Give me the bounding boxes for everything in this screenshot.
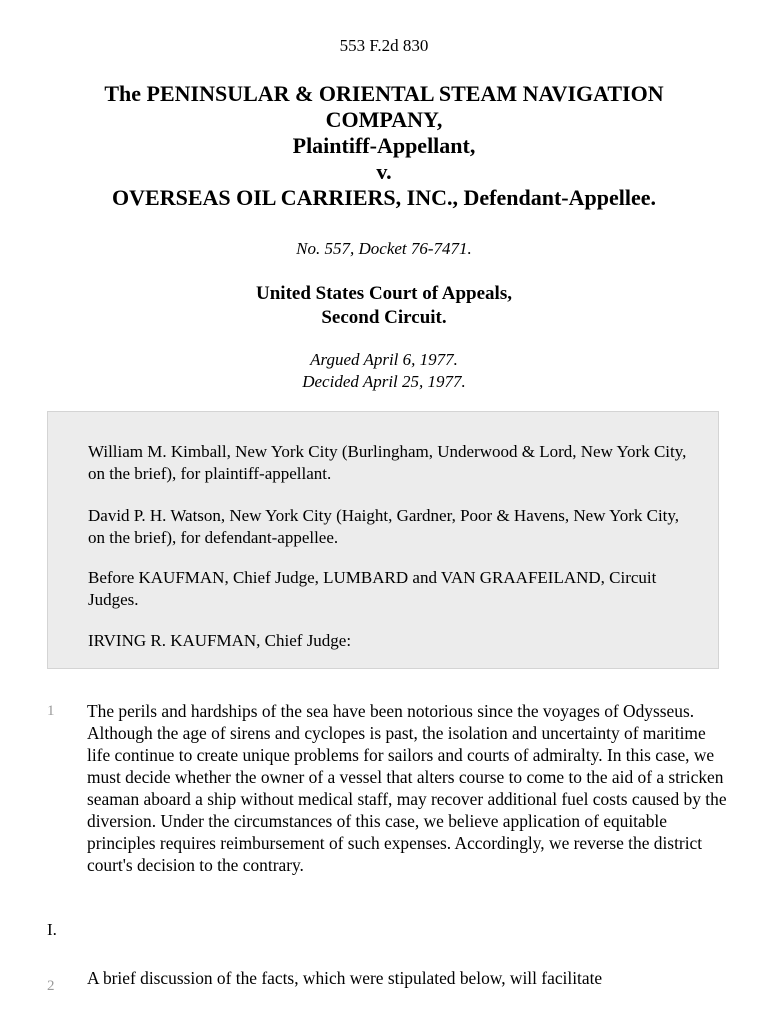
case-citation: 553 F.2d 830 xyxy=(339,36,429,55)
caption-plaintiff-role: Plaintiff-Appellant, xyxy=(292,133,476,158)
opinion-author: IRVING R. KAUFMAN, Chief Judge: xyxy=(88,631,352,650)
caption-plaintiff-name-cont: COMPANY, xyxy=(325,107,443,132)
counsel-defendant: David P. H. Watson, New York City (Haight, Gardner, Poor & Havens, New York City, on the brief), for defendant-appellee. xyxy=(88,506,680,547)
decided-date: Decided April 25, 1977. xyxy=(302,372,466,391)
case-caption xyxy=(40,81,728,211)
caption-plaintiff-name: The PENINSULAR & ORIENTAL STEAM NAVIGATION xyxy=(104,81,664,106)
section-heading: I. xyxy=(47,920,57,939)
argued-date: Argued April 6, 1977. xyxy=(310,350,458,369)
court-name-line1: United States Court of Appeals, xyxy=(256,283,512,304)
court-name xyxy=(0,282,768,330)
judges-panel: Before KAUFMAN, Chief Judge, LUMBARD and VAN GRAAFEILAND, Circuit Judges. xyxy=(88,568,657,609)
case-dates xyxy=(0,349,768,393)
paragraph-text: A brief discussion of the facts, which were stipulated below, will facilitate xyxy=(87,968,603,988)
paragraph-number: 1 xyxy=(47,703,55,719)
counsel-box xyxy=(47,411,719,669)
caption-versus: v. xyxy=(376,159,392,184)
docket-number: No. 557, Docket 76-7471. xyxy=(296,239,472,258)
paragraph-text: The perils and hardships of the sea have been notorious since the voyages of Odysseus. Although the age of sirens and cyclopes is past, the isolation and uncertainty of maritime life continue to create unique problems for sailors and courts of admiralty. In this case, we must decide whether the owner of a vessel that alters course to come to the aid of a stricken seaman aboard a ship without medical staff, may recover additional fuel costs caused by the diversion. Under the circumstances of this case, we believe application of equitable principles requires reimbursement of such expenses. Accordingly, we reverse the district court's decision to the contrary. xyxy=(87,701,727,875)
counsel-plaintiff: William M. Kimball, New York City (Burlingham, Underwood & Lord, New York City, on the brief), for plaintiff-appellant. xyxy=(88,442,687,483)
caption-defendant: OVERSEAS OIL CARRIERS, INC., Defendant-Appellee. xyxy=(112,185,656,210)
paragraph-number: 2 xyxy=(47,978,55,994)
court-name-line2: Second Circuit. xyxy=(321,307,447,328)
